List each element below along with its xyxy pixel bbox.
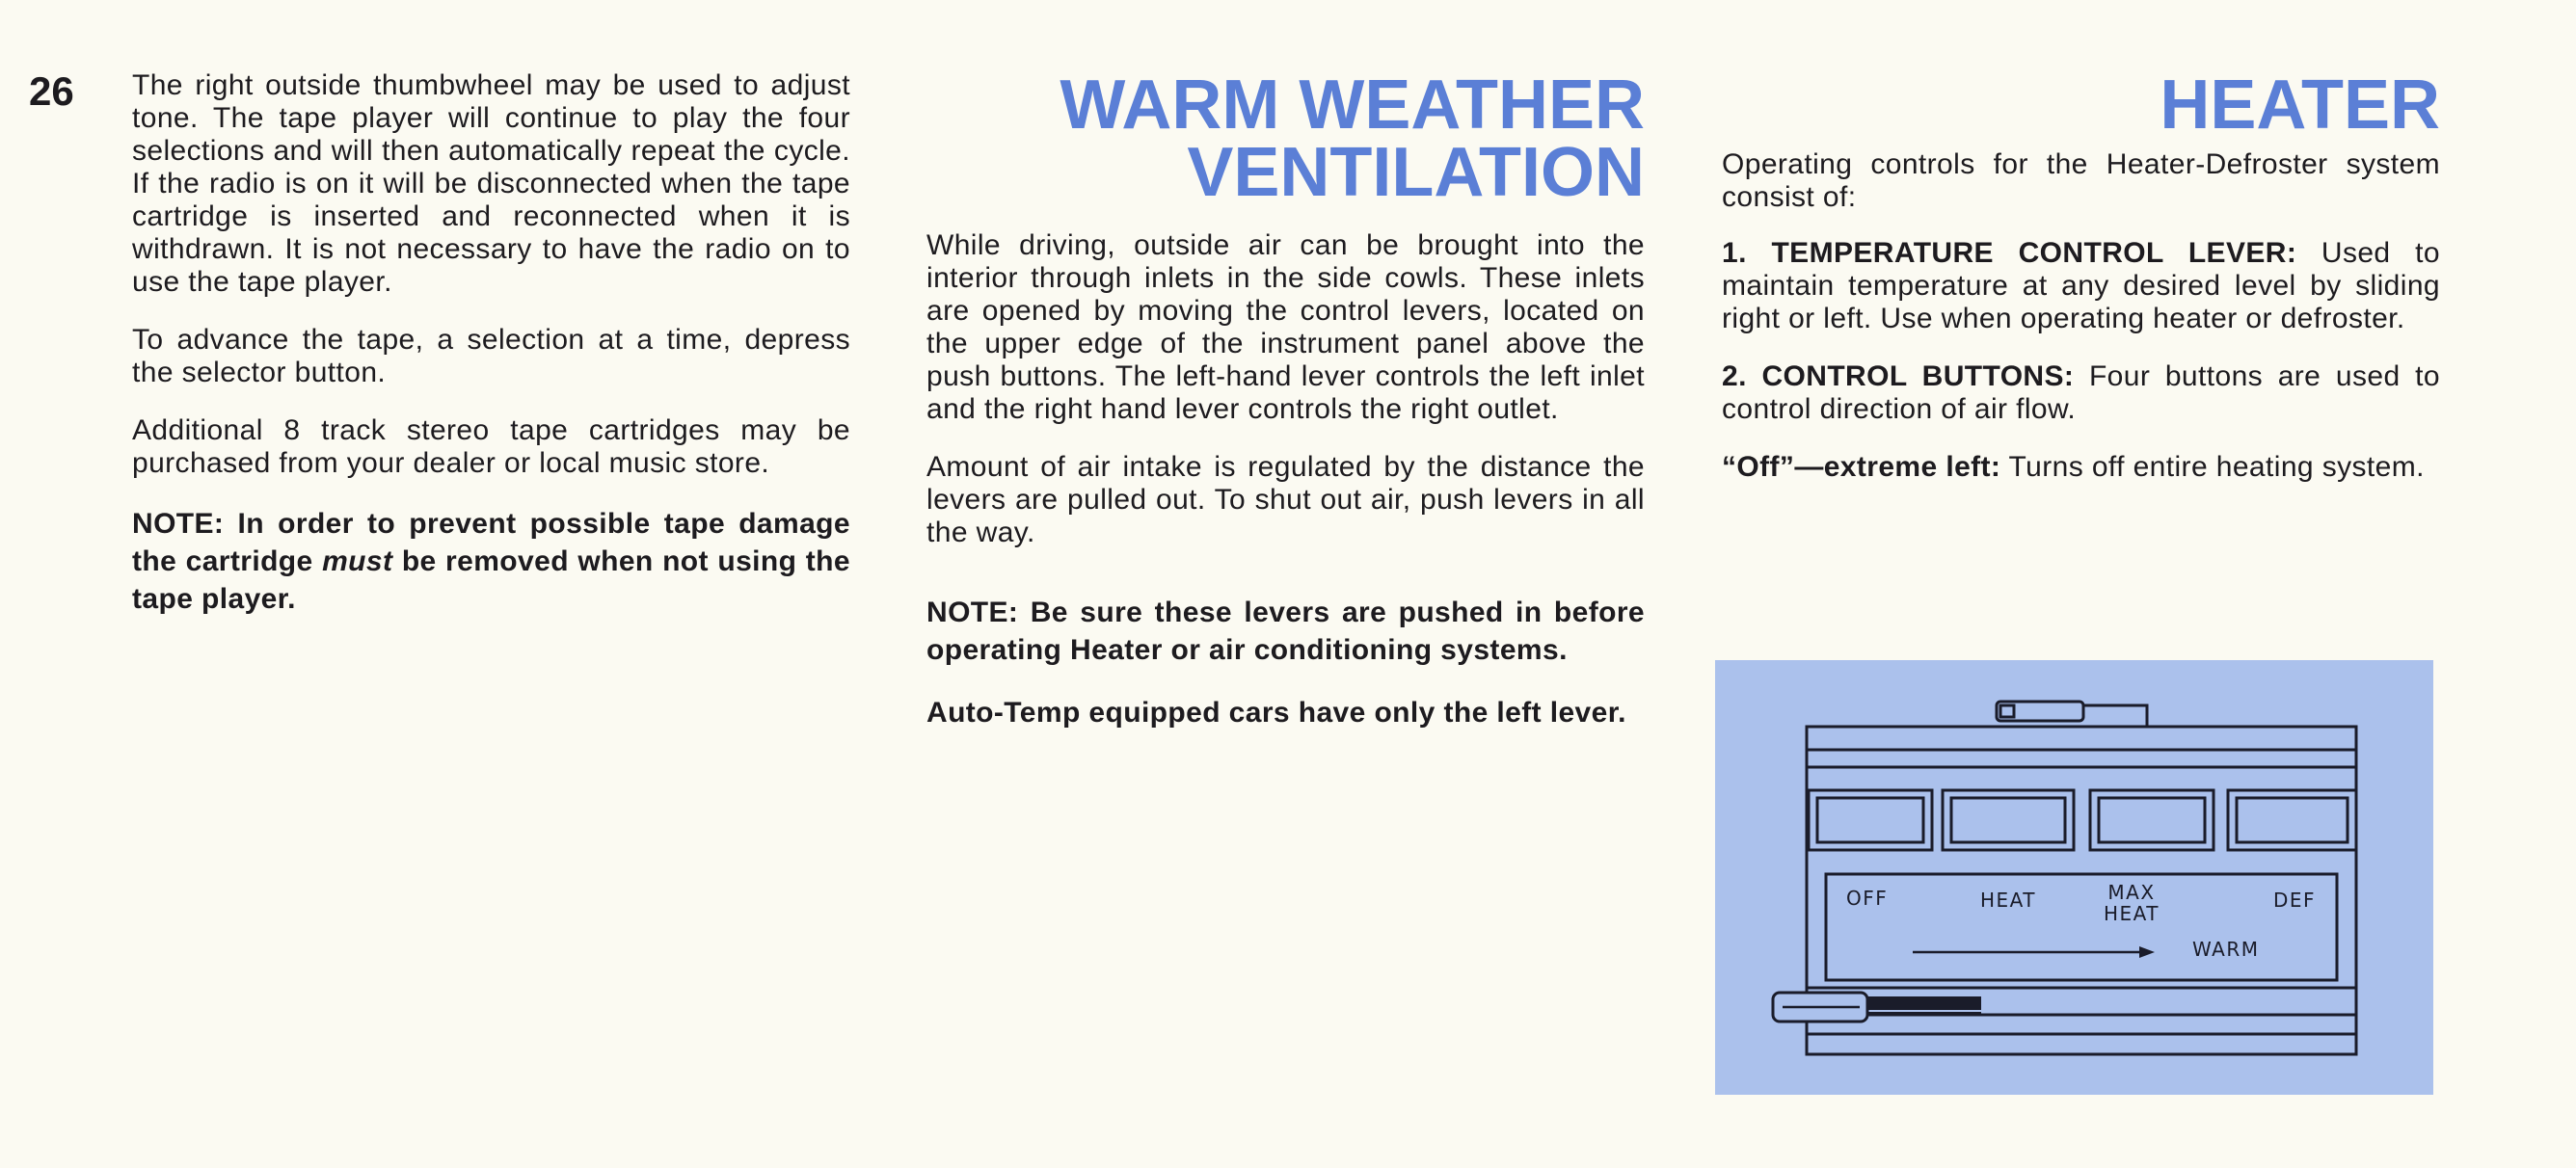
label-off: OFF [1846,887,1889,910]
vent-lever-grip [2000,705,2014,717]
push-button-off [1809,790,1932,850]
tape-tone-paragraph: The right outside thumbwheel may be used to adjust tone. The tape player will continue to play the four selections and will then automatically repeat the cycle. If the radio is on it will be disconnected when the tape cartridge is inserted and reconnected when it is withdrawn. It is not necessary to have the radio on to use the tape player. [132,69,850,298]
tape-note-start: NOTE: In order to prevent possible tape damage the cartridge [132,508,850,577]
temperature-lever-item [1722,237,2440,335]
heater-control-illustration [1715,660,2433,1095]
ventilation-note: NOTE: Be sure these levers are pushed in before operating Heater or air conditioning systems. [926,597,1645,666]
control-buttons-item [1722,360,2440,426]
left-column [132,69,850,643]
label-def: DEF [2273,889,2317,912]
control-buttons-text: Four buttons are used to control direction of air flow. [1722,360,2440,425]
middle-column [926,66,1645,757]
tape-note-emphasis: must [322,545,393,577]
heater-heading: HEATER [2160,66,2440,144]
label-max-heat: HEAT [2103,902,2160,925]
off-button-text: Turns off entire heating system. [2008,451,2425,483]
tape-cartridges-paragraph: Additional 8 track stereo tape cartridges may be purchased from your dealer or local music store. [132,414,850,479]
right-column [1722,66,2440,509]
tape-advance-paragraph: To advance the tape, a selection at a time, depress the selector button. [132,324,850,388]
label-heat: HEAT [1980,889,2037,912]
page-number: 26 [29,68,74,114]
temperature-lever-text: Used to maintain temperature at any desired level by sliding right or left. Use when operating heater or defroster. [1722,237,2440,334]
auto-temp-note: Auto-Temp equipped cars have only the left lever. [926,697,1626,729]
temperature-label-window [1826,874,2337,980]
heater-control-diagram [1715,660,2433,1095]
label-max: MAX [2107,881,2156,904]
tape-note-end: be removed when not using the tape player. [132,545,850,615]
temperature-lever [1773,993,1981,1022]
push-button-max-heat [2090,790,2214,850]
control-buttons-label: 2. CONTROL BUTTONS: [1722,360,2075,392]
vent-lever-rod [2083,705,2147,727]
ventilation-amount-paragraph: Amount of air intake is regulated by the distance the levers are pulled out. To shut out air, push levers in all the way. [926,451,1645,548]
ventilation-heading-line-2: VENTILATION [1187,134,1645,211]
off-button-label: “Off”—extreme left: [1722,451,2001,483]
ventilation-heading [926,66,1645,211]
temperature-lever-label: 1. TEMPERATURE CONTROL LEVER: [1722,237,2297,269]
push-button-heat [1943,790,2074,850]
warm-arrow-head [2139,946,2155,958]
label-warm: WARM [2192,938,2260,961]
tape-note [132,505,850,618]
ventilation-intake-paragraph: While driving, outside air can be brought into the interior through inlets in the side cowls. These inlets are opened by moving the control levers, located on the upper edge of the instrument panel above the push buttons. The left-hand lever controls the left inlet and the right hand lever controls the right outlet. [926,229,1645,425]
push-button-def [2228,790,2356,850]
off-button-item [1722,451,2440,484]
heater-intro: Operating controls for the Heater-Defroster system consist of: [1722,148,2440,213]
ventilation-heading-line-1: WARM WEATHER [1060,66,1645,144]
